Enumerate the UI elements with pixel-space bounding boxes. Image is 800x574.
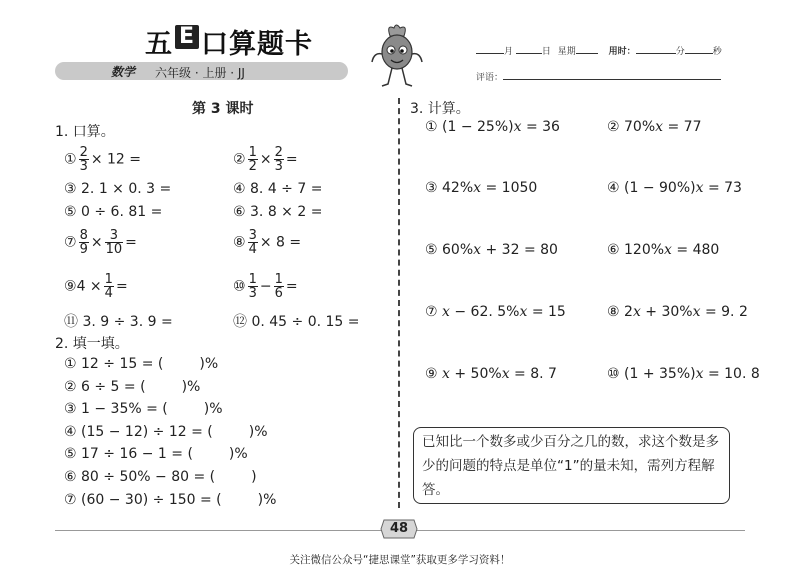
item-number: ⑥ [233, 204, 246, 220]
variable: x [695, 366, 704, 382]
q2-item-7 [64, 492, 276, 508]
item-number: ② [607, 119, 620, 135]
q1-item-2 [233, 146, 298, 173]
expression: 80 ÷ 50% − 80 = ( [81, 469, 216, 485]
q1-item-10 [233, 273, 298, 300]
fraction: $\frac{2}{3}$ [274, 145, 283, 174]
q1-item-7 [64, 229, 137, 256]
brand-part-b: 口算题卡 [201, 29, 313, 60]
comment-line [476, 70, 721, 83]
expression: = 10. 8 [707, 366, 760, 382]
time-label: 用时： [608, 47, 636, 57]
brand-e-logo: E [175, 25, 199, 49]
fraction: $\frac{3}{4}$ [248, 228, 257, 257]
q3-item-5 [425, 242, 558, 258]
week-blank[interactable] [576, 44, 598, 54]
expression: = [285, 151, 298, 168]
expression: = 9. 2 [704, 304, 748, 320]
item-number: ③ [64, 181, 77, 197]
week-label: 星期 [557, 47, 576, 57]
tip-note-text: 已知比一个数多或少百分之几的数，求这个数是多少的问题的特点是单位“1”的量未知，需列方程解答。 [422, 434, 719, 498]
expression-end: )% [248, 424, 268, 440]
footer-text: 关注微信公众号“捷思课堂”获取更多学习资料！ [289, 554, 511, 566]
variable: x [513, 119, 522, 135]
item-number: ① [64, 356, 77, 372]
item-number: ⑦ [425, 304, 438, 320]
expression: (1 − 90%) [624, 180, 696, 196]
q1-item-9 [64, 273, 128, 300]
item-number: ⑨ [425, 366, 438, 382]
expression: = 15 [531, 304, 566, 320]
variable: x [442, 366, 450, 382]
q1-item-3 [64, 181, 171, 197]
variable: x [655, 119, 664, 135]
q1-item-4 [233, 181, 322, 197]
brand-part-a: 五 [145, 29, 173, 60]
item-number: ⑩ [607, 366, 620, 382]
expression: 0 ÷ 6. 81 = [81, 204, 163, 220]
variable: x [664, 242, 672, 258]
expression-end: )% [228, 446, 248, 462]
expression: = [115, 278, 128, 295]
q1-item-8 [233, 229, 301, 256]
variable: x [632, 304, 641, 320]
q3-item-6 [607, 242, 719, 258]
q2-item-3 [64, 401, 223, 417]
item-number: ④ [607, 180, 620, 196]
page-number: 48 [389, 521, 409, 536]
q1-item-1 [64, 146, 141, 173]
expression: + 30% [645, 304, 693, 320]
fraction: $\frac{3}{10}$ [105, 228, 123, 257]
expression: (1 − 25%) [442, 119, 514, 135]
subject-bar [55, 62, 348, 80]
q2-item-2 [64, 379, 200, 395]
expression: 120% [624, 242, 665, 258]
item-number: ⑤ [64, 446, 77, 462]
q2-item-6 [64, 469, 257, 485]
item-number: ⑩ [233, 278, 246, 295]
variable: x [692, 304, 701, 320]
variable: x [501, 366, 510, 382]
section-2-heading: 2. 填一填。 [55, 336, 129, 352]
q1-item-6 [233, 204, 322, 220]
operator: × [259, 151, 272, 168]
item-number: ⑨ [64, 278, 77, 295]
expression: 12 ÷ 15 = ( [81, 356, 164, 372]
tip-note-box [413, 427, 730, 504]
column-divider [398, 98, 400, 508]
expression: = 36 [525, 119, 560, 135]
item-number: ⑪ [64, 314, 78, 330]
q2-item-5 [64, 446, 248, 462]
expression: = 1050 [485, 180, 538, 196]
item-number: ① [64, 151, 77, 168]
seconds-label: 秒 [712, 47, 722, 57]
minutes-blank[interactable] [636, 44, 676, 54]
expression-end: )% [181, 379, 201, 395]
q1-item-5 [64, 204, 162, 220]
item-number: ⑫ [233, 314, 247, 330]
expression: = 73 [707, 180, 742, 196]
q3-item-8 [607, 304, 748, 320]
expression-end: )% [203, 401, 223, 417]
expression: 2. 1 × 0. 3 = [81, 181, 172, 197]
expression: 4 × [76, 278, 102, 295]
q1-item-11 [64, 311, 173, 331]
radish-mascot-icon [368, 22, 426, 90]
variable: x [442, 304, 450, 320]
month-blank[interactable] [476, 44, 504, 54]
item-number: ⑥ [607, 242, 620, 258]
expression: 1 − 35% = ( [81, 401, 168, 417]
operator: × [90, 234, 103, 251]
item-number: ② [233, 151, 246, 168]
expression: = 480 [676, 242, 720, 258]
variable: x [519, 304, 528, 320]
variable: x [473, 242, 482, 258]
day-blank[interactable] [516, 44, 542, 54]
lesson-title: 第 3 课时 [192, 101, 254, 117]
seconds-blank[interactable] [685, 44, 713, 54]
q3-item-9 [425, 366, 557, 382]
expression: (60 − 30) ÷ 150 = ( [81, 492, 222, 508]
item-number: ③ [64, 401, 77, 417]
expression-end: )% [257, 492, 277, 508]
q1-item-12 [233, 311, 360, 331]
item-number: ⑦ [64, 234, 77, 251]
fraction: $\frac{1}{4}$ [104, 272, 113, 301]
minutes-label: 分 [675, 47, 685, 57]
expression: = 77 [667, 119, 702, 135]
item-number: ⑧ [607, 304, 620, 320]
q3-item-7 [425, 304, 566, 320]
expression: (15 − 12) ÷ 12 = ( [81, 424, 213, 440]
expression: = 8. 7 [514, 366, 557, 382]
item-number: ⑦ [64, 492, 77, 508]
expression: 2 [624, 304, 633, 320]
fraction: $\frac{2}{3}$ [79, 145, 88, 174]
item-number: ⑥ [64, 469, 77, 485]
section-3-heading: 3. 计算。 [410, 101, 470, 117]
fraction: $\frac{1}{3}$ [248, 272, 257, 301]
comment-label: 评语： [476, 73, 504, 83]
expression: 0. 45 ÷ 0. 15 = [251, 314, 360, 330]
fraction: $\frac{1}{6}$ [274, 272, 283, 301]
q2-item-4 [64, 424, 268, 440]
expression: 70% [624, 119, 656, 135]
expression: 8. 4 ÷ 7 = [250, 181, 323, 197]
expression: × 8 = [259, 234, 302, 251]
item-number: ⑤ [64, 204, 77, 220]
month-label: 月 [504, 47, 514, 57]
expression: 42% [442, 180, 474, 196]
expression: = [125, 234, 137, 251]
expression: 6 ÷ 5 = ( [81, 379, 146, 395]
item-number: ③ [425, 180, 438, 196]
expression-end: )% [199, 356, 219, 372]
q3-item-1 [425, 119, 560, 135]
item-number: ① [425, 119, 438, 135]
expression: 3. 8 × 2 = [250, 204, 323, 220]
expression: + 50% [454, 366, 502, 382]
expression: 60% [442, 242, 474, 258]
date-time-line [476, 44, 722, 57]
variable: x [695, 180, 704, 196]
fraction: $\frac{1}{2}$ [248, 145, 257, 174]
expression: + 32 = 80 [485, 242, 558, 258]
item-number: ② [64, 379, 77, 395]
q3-item-2 [607, 119, 702, 135]
q3-item-10 [607, 366, 760, 382]
item-number: ⑧ [233, 234, 246, 251]
grade-info: 六年级 · 上册 · JJ [155, 66, 245, 80]
expression: 3. 9 ÷ 3. 9 = [82, 314, 173, 330]
expression: = [285, 278, 298, 295]
expression: (1 + 35%) [624, 366, 696, 382]
day-label: 日 [541, 47, 551, 57]
fraction: $\frac{8}{9}$ [79, 228, 88, 257]
expression: − 62. 5% [454, 304, 520, 320]
expression: 17 ÷ 16 − 1 = ( [81, 446, 193, 462]
variable: x [473, 180, 482, 196]
item-number: ⑤ [425, 242, 438, 258]
operator: − [259, 278, 272, 295]
item-number: ④ [64, 424, 77, 440]
q3-item-3 [425, 180, 537, 196]
section-1-heading: 1. 口算。 [55, 124, 115, 140]
expression-end: ) [251, 469, 257, 485]
item-number: ④ [233, 181, 246, 197]
q3-item-4 [607, 180, 742, 196]
subject-label: 数学 [111, 65, 136, 79]
expression: × 12 = [90, 151, 142, 168]
brand-title [145, 22, 313, 61]
comment-blank[interactable] [503, 70, 721, 80]
q2-item-1 [64, 356, 218, 372]
